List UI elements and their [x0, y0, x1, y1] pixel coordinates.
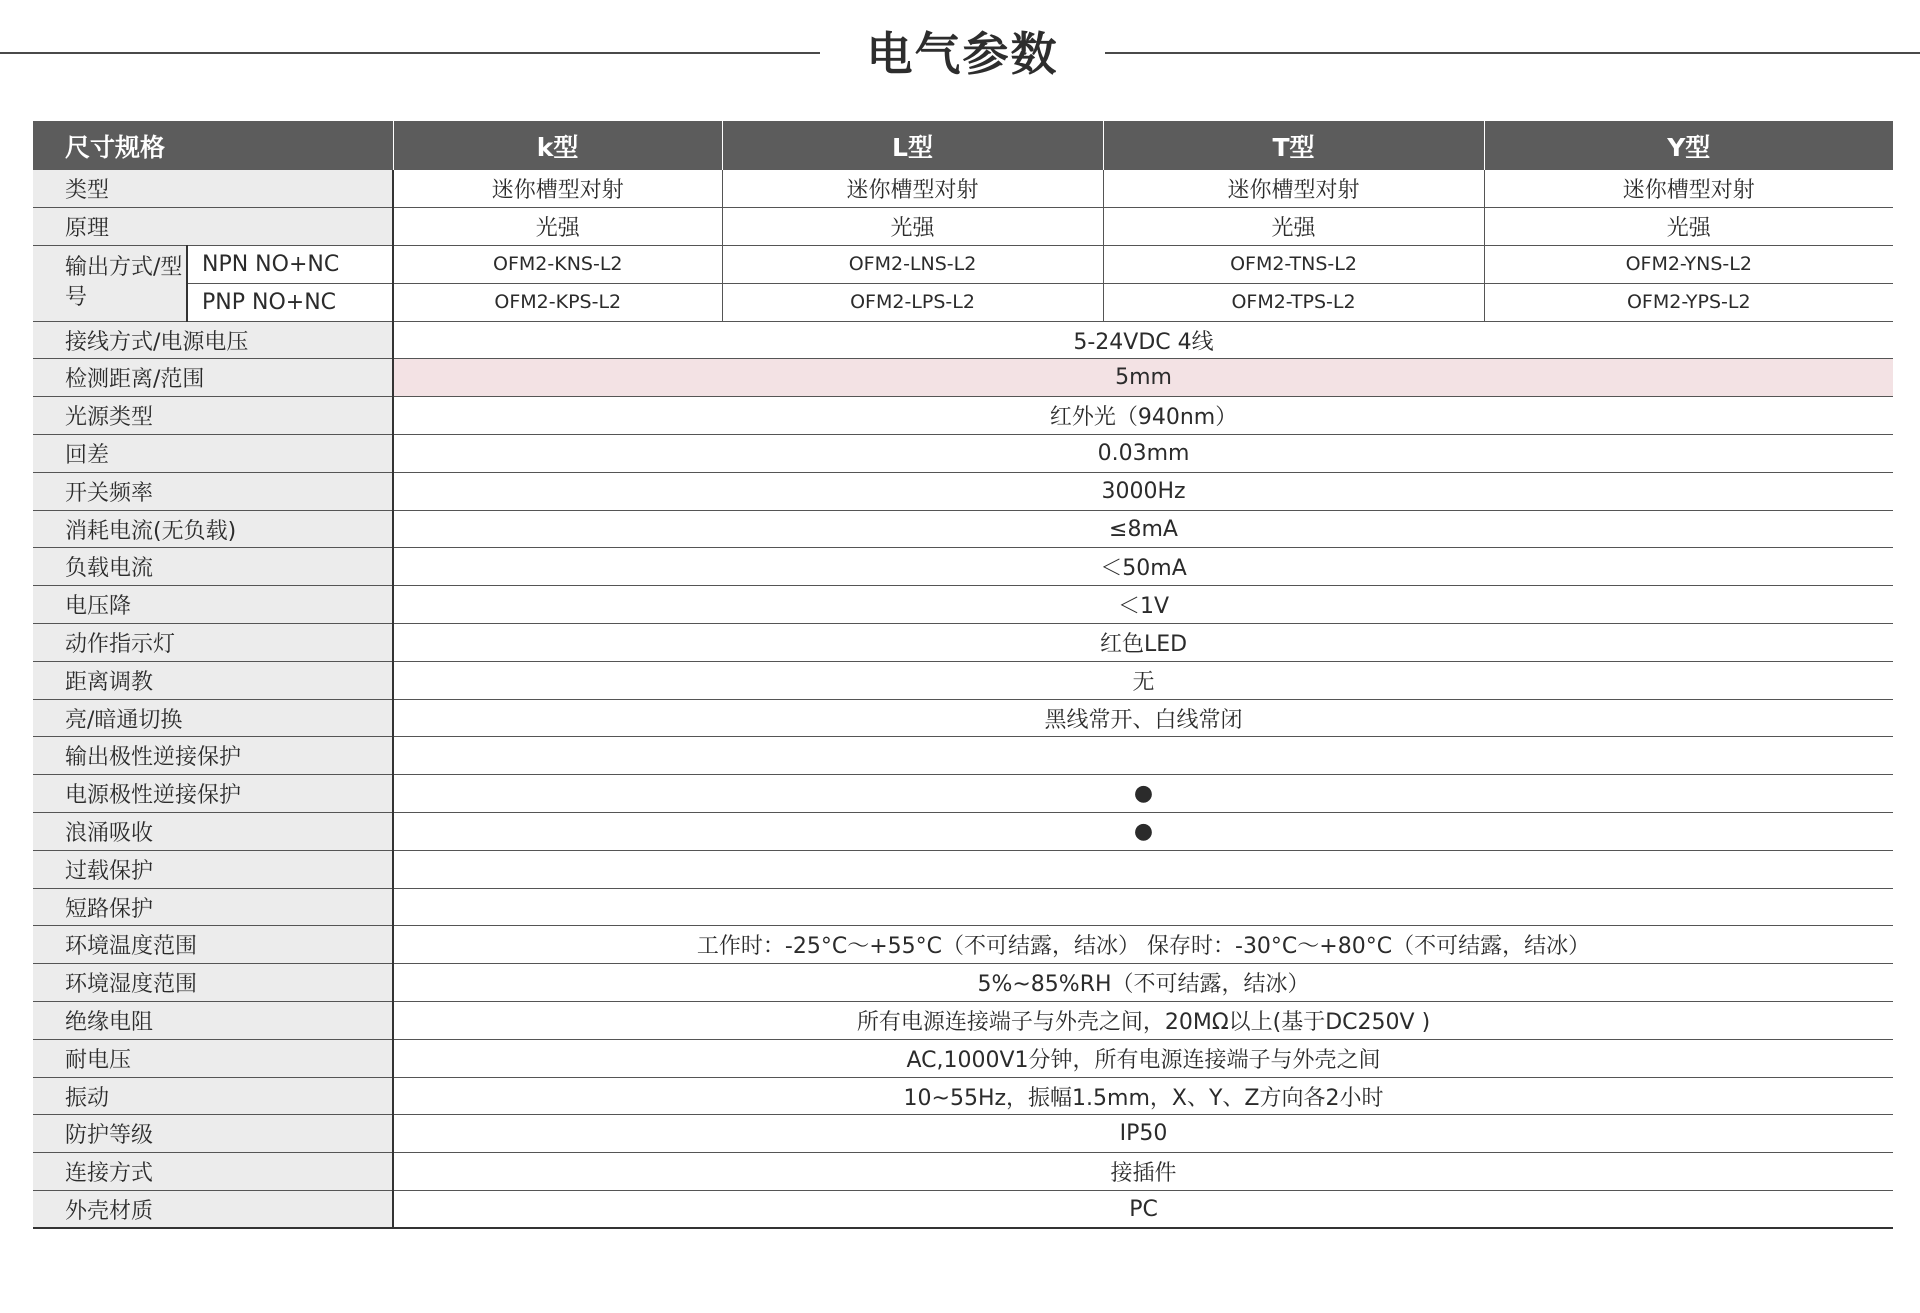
cell-value: 接插件: [393, 1153, 1893, 1191]
table-row: [33, 283, 1893, 321]
table-row: [33, 510, 1893, 548]
row-label: 消耗电流(无负载): [33, 510, 393, 548]
title-rule-right: [1105, 52, 1920, 54]
cell-value: 迷你槽型对射: [722, 170, 1103, 208]
table-row: [33, 737, 1893, 775]
row-label: 原理: [33, 208, 393, 246]
row-label: 防护等级: [33, 1115, 393, 1153]
cell-value: [393, 888, 1893, 926]
row-label: 光源类型: [33, 397, 393, 435]
table-row: [33, 1002, 1893, 1040]
table-row: [33, 321, 1893, 359]
cell-model: OFM2-TNS-L2: [1103, 246, 1484, 284]
title-bar: [0, 0, 1920, 110]
table-row: [33, 1077, 1893, 1115]
row-label: 电压降: [33, 586, 393, 624]
cell-value: ●: [393, 813, 1893, 851]
cell-value: 红外光（940nm）: [393, 397, 1893, 435]
cell-model: OFM2-YPS-L2: [1484, 283, 1893, 321]
row-label: 开关频率: [33, 472, 393, 510]
row-label: 输出极性逆接保护: [33, 737, 393, 775]
cell-model: OFM2-KPS-L2: [393, 283, 722, 321]
table-row-highlight: [33, 359, 1893, 397]
row-label: 外壳材质: [33, 1191, 393, 1229]
row-label: 过载保护: [33, 850, 393, 888]
row-label: 振动: [33, 1077, 393, 1115]
cell-value: 10~55Hz，振幅1.5mm，X、Y、Z方向各2小时: [393, 1077, 1893, 1115]
header-col-k: k型: [393, 121, 722, 170]
row-sublabel-pnp: PNP NO+NC: [187, 283, 393, 321]
cell-value: 所有电源连接端子与外壳之间，20MΩ以上(基于DC250V ): [393, 1002, 1893, 1040]
row-label: 负载电流: [33, 548, 393, 586]
cell-value: 迷你槽型对射: [393, 170, 722, 208]
table-row: [33, 548, 1893, 586]
table-row: [33, 1153, 1893, 1191]
row-label: 环境温度范围: [33, 926, 393, 964]
title-rule-left: [0, 52, 820, 54]
cell-value: AC,1000V1分钟，所有电源连接端子与外壳之间: [393, 1039, 1893, 1077]
cell-value: 光强: [393, 208, 722, 246]
cell-value: IP50: [393, 1115, 1893, 1153]
cell-model: OFM2-TPS-L2: [1103, 283, 1484, 321]
cell-value: 5%~85%RH（不可结露，结冰）: [393, 964, 1893, 1002]
cell-value: 光强: [1484, 208, 1893, 246]
cell-value: [393, 737, 1893, 775]
row-label: 距离调教: [33, 661, 393, 699]
table-row: [33, 661, 1893, 699]
row-label: 浪涌吸收: [33, 813, 393, 851]
cell-value: PC: [393, 1191, 1893, 1229]
header-col-y: Y型: [1484, 121, 1893, 170]
table-row: [33, 813, 1893, 851]
table-row: [33, 435, 1893, 473]
row-label: 电源极性逆接保护: [33, 775, 393, 813]
table-row: [33, 246, 1893, 284]
page-title: 电气参数: [866, 27, 1059, 81]
cell-value: 无: [393, 661, 1893, 699]
cell-value: ＜50mA: [393, 548, 1893, 586]
table-row: [33, 170, 1893, 208]
cell-value: ≤8mA: [393, 510, 1893, 548]
row-label: 亮/暗通切换: [33, 699, 393, 737]
table-row: [33, 472, 1893, 510]
table-row: [33, 1191, 1893, 1229]
cell-value: 红色LED: [393, 624, 1893, 662]
cell-value: 迷你槽型对射: [1484, 170, 1893, 208]
table-row: [33, 850, 1893, 888]
row-label: 环境湿度范围: [33, 964, 393, 1002]
cell-value: 5mm: [393, 359, 1893, 397]
table-row: [33, 926, 1893, 964]
cell-value: 工作时：-25°C～+55°C（不可结露，结冰） 保存时：-30°C～+80°C（不可结露，结冰）: [393, 926, 1893, 964]
table-row: [33, 775, 1893, 813]
row-label: 检测距离/范围: [33, 359, 393, 397]
cell-value: 光强: [722, 208, 1103, 246]
cell-value: 黑线常开、白线常闭: [393, 699, 1893, 737]
table-row: [33, 1039, 1893, 1077]
row-label-output: 输出方式/型号: [33, 246, 187, 322]
cell-value: 5-24VDC 4线: [393, 321, 1893, 359]
header-col-l: L型: [722, 121, 1103, 170]
row-label: 短路保护: [33, 888, 393, 926]
row-label: 动作指示灯: [33, 624, 393, 662]
cell-value: ●: [393, 775, 1893, 813]
row-label: 类型: [33, 170, 393, 208]
table-row: [33, 397, 1893, 435]
cell-value: ＜1V: [393, 586, 1893, 624]
cell-value: [393, 850, 1893, 888]
cell-value: 迷你槽型对射: [1103, 170, 1484, 208]
table-row: [33, 208, 1893, 246]
cell-model: OFM2-LNS-L2: [722, 246, 1103, 284]
row-label: 连接方式: [33, 1153, 393, 1191]
row-label: 接线方式/电源电压: [33, 321, 393, 359]
row-sublabel-npn: NPN NO+NC: [187, 246, 393, 284]
cell-value: 0.03mm: [393, 435, 1893, 473]
table-row: [33, 624, 1893, 662]
cell-model: OFM2-KNS-L2: [393, 246, 722, 284]
cell-value: 光强: [1103, 208, 1484, 246]
table-row: [33, 699, 1893, 737]
cell-model: OFM2-YNS-L2: [1484, 246, 1893, 284]
table-row: [33, 888, 1893, 926]
header-col-t: T型: [1103, 121, 1484, 170]
row-label: 绝缘电阻: [33, 1002, 393, 1040]
row-label: 耐电压: [33, 1039, 393, 1077]
header-spec-label: 尺寸规格: [33, 121, 393, 170]
table-header-row: [33, 121, 1893, 170]
table-row: [33, 1115, 1893, 1153]
spec-table: [33, 121, 1893, 1229]
row-label: 回差: [33, 435, 393, 473]
cell-value: 3000Hz: [393, 472, 1893, 510]
table-row: [33, 964, 1893, 1002]
table-row: [33, 586, 1893, 624]
cell-model: OFM2-LPS-L2: [722, 283, 1103, 321]
